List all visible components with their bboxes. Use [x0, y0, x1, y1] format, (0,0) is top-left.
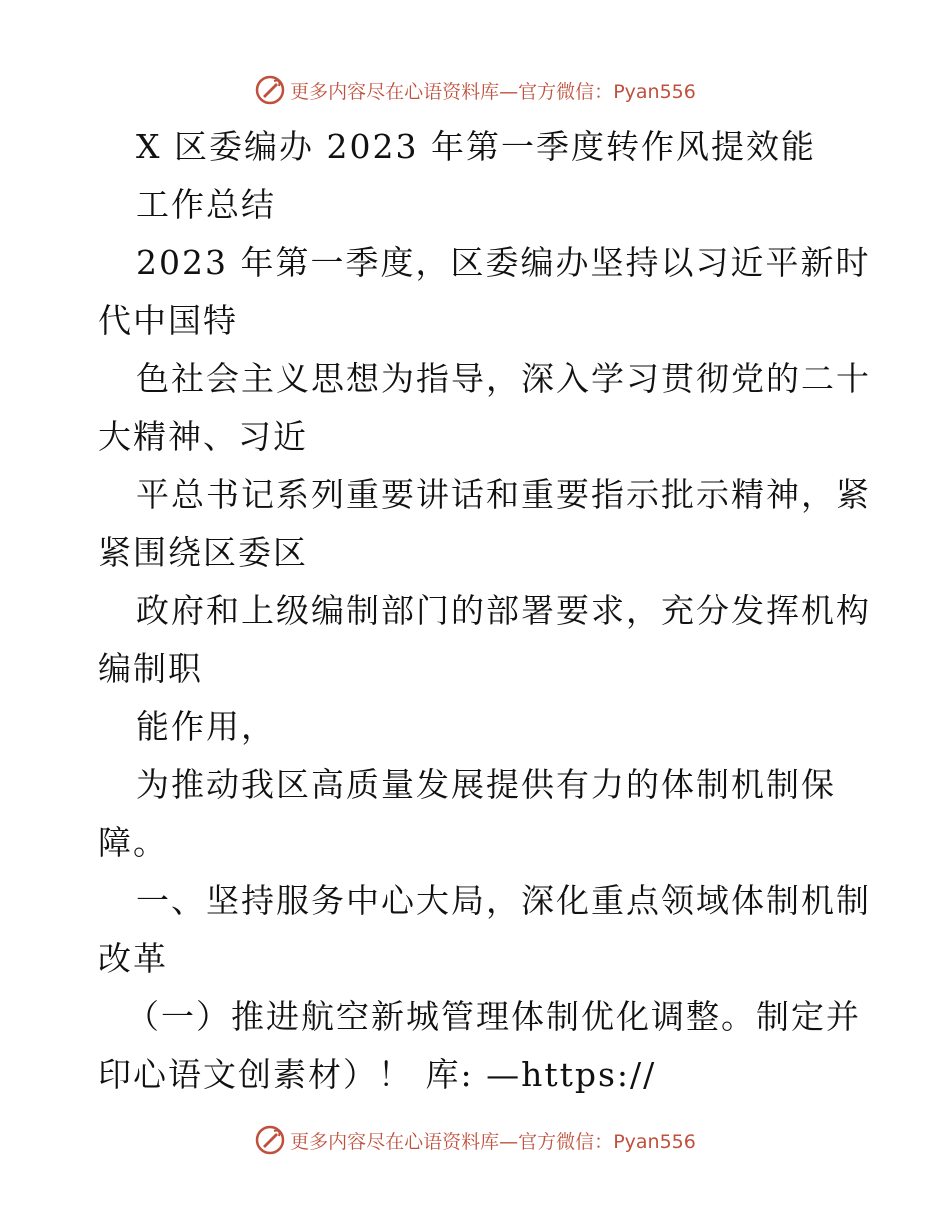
- section-heading-1: 一、坚持服务中心大局，深化重点领域体制机制: [136, 881, 871, 920]
- doc-paragraph-line: 平总书记系列重要讲话和重要指示批示精神，紧: [136, 475, 871, 514]
- doc-paragraph-line: 2023 年第一季度，区委编办坚持以习近平新时: [136, 243, 871, 282]
- banner-main-text: 更多内容尽在心语资料库: [290, 1130, 500, 1153]
- header-watermark-banner: [0, 70, 950, 110]
- doc-paragraph-line: 大精神、习近: [98, 417, 308, 456]
- doc-paragraph-line: 能作用，: [136, 707, 276, 746]
- quill-logo-icon: [254, 74, 286, 106]
- banner-wechat-id: Pyan556: [613, 80, 696, 103]
- subsection-heading-1: （一）推进航空新城管理体制优化调整。制定并: [126, 997, 861, 1036]
- banner-wechat-label: 官方微信：: [518, 1130, 614, 1153]
- doc-paragraph-line: 障。: [98, 823, 168, 862]
- doc-title-line-1: X 区委编办 2023 年第一季度转作风提效能: [136, 127, 816, 166]
- doc-title-line-2: 工作总结: [136, 185, 276, 224]
- banner-main-text: 更多内容尽在心语资料库: [290, 80, 500, 103]
- banner-wechat-label: 官方微信：: [518, 80, 614, 103]
- quill-logo-icon: [254, 1124, 286, 1156]
- banner-text: [290, 77, 696, 104]
- banner-separator: —: [499, 1130, 519, 1153]
- doc-paragraph-line: 编制职: [98, 649, 203, 688]
- document-body: [98, 118, 871, 1104]
- footer-watermark-banner: [0, 1120, 950, 1160]
- doc-paragraph-line: 代中国特: [98, 301, 238, 340]
- doc-paragraph-line: 政府和上级编制部门的部署要求，充分发挥机构: [136, 591, 871, 630]
- doc-paragraph-line: 紧围绕区委区: [98, 533, 308, 572]
- doc-paragraph-line: 色社会主义思想为指导，深入学习贯彻党的二十: [136, 359, 871, 398]
- doc-paragraph-line: 为推动我区高质量发展提供有力的体制机制保: [136, 765, 836, 804]
- doc-paragraph-line: 印心语文创素材）！ 库: —https://: [98, 1055, 657, 1094]
- section-heading-1-cont: 改革: [98, 939, 168, 978]
- banner-separator: —: [499, 80, 519, 103]
- banner-wechat-id: Pyan556: [613, 1130, 696, 1153]
- banner-text: [290, 1127, 696, 1154]
